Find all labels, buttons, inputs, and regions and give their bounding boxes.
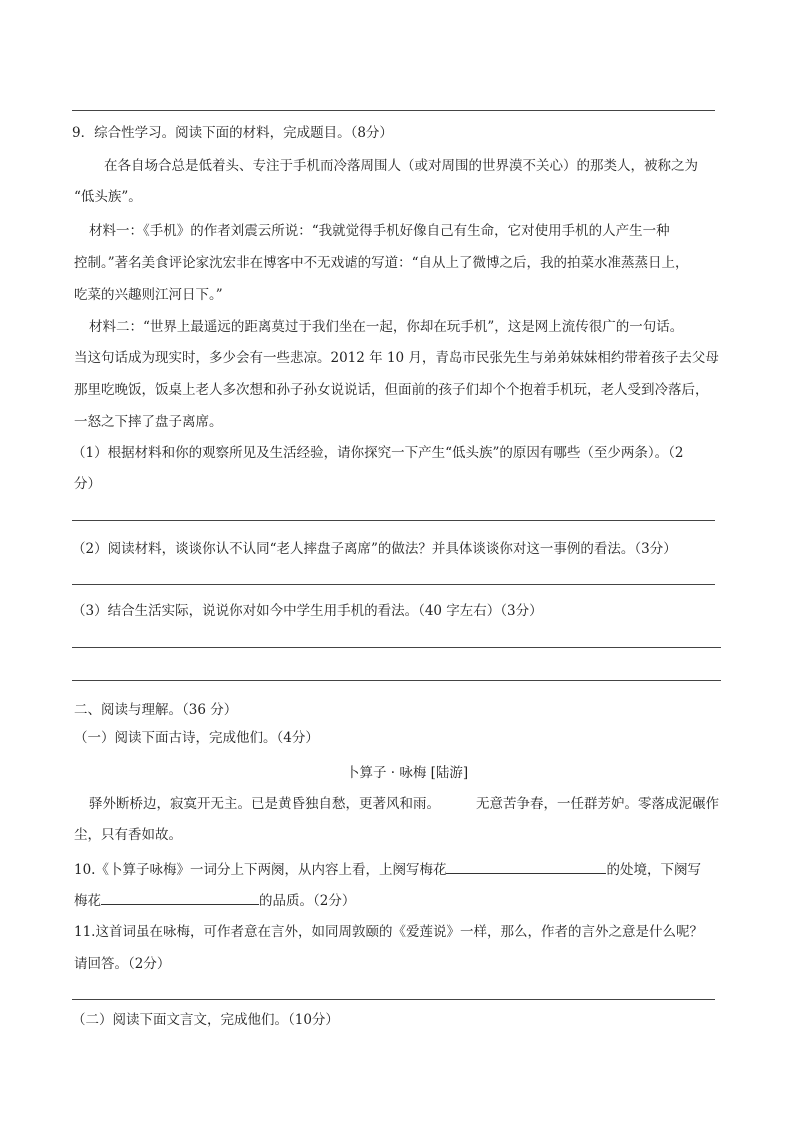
q10-blank-2[interactable] <box>101 890 259 905</box>
poem-line-1b: 无意苦争春，一任群芳妒。零落成泥碾作 <box>476 796 719 812</box>
section-2-title: 二、阅读与理解。（36 分） <box>74 702 238 718</box>
top-answer-line <box>72 110 715 111</box>
poem-line-2: 尘，只有香如故。 <box>74 827 182 843</box>
material-2-line-1: 材料二：“世界上最遥远的距离莫过于我们坐在一起，你却在玩手机”，这是网上流传很广的一句话。 <box>89 319 684 335</box>
q10-line-2 <box>74 890 355 910</box>
q9-sub3: （3）结合生活实际，说说你对如今中学生用手机的看法。（40 字左右）（3分） <box>72 603 543 619</box>
material-2-line-4: 一怒之下摔了盘子离席。 <box>74 414 223 430</box>
q10-text-b: 的处境，下阕写 <box>606 862 701 878</box>
sub3-answer-line-1 <box>72 647 721 648</box>
q9-sub1-line-1: （1）根据材料和你的观察所见及生活经验，请你探究一下产生“低头族”的原因有哪些（至少两条）。（2 <box>72 445 684 461</box>
material-2-line-2: 当这句话成为现实时，多少会有一些悲凉。2012 年 10 月，青岛市民张先生与弟弟妹妹相约带着孩子去父母 <box>74 350 719 366</box>
sub3-answer-line-2 <box>72 680 721 681</box>
q9-intro-line-1: 在各自场合总是低着头、专注于手机而冷落周围人（或对周围的世界漠不关心）的那类人，被称之为 <box>104 158 698 174</box>
q9-sub2: （2）阅读材料，谈谈你认不认同“老人摔盘子离席”的做法？并具体谈谈你对这一事例的看法。（3分） <box>72 541 677 557</box>
part-1-title: （一）阅读下面古诗，完成他们。（4分） <box>74 730 319 746</box>
q10-text-c: 梅花 <box>74 893 101 909</box>
q11-line-2: 请回答。（2分） <box>74 956 171 972</box>
sub2-answer-line <box>72 584 715 585</box>
material-1-line-1: 材料一：《手机》的作者刘震云所说：“我就觉得手机好像自己有生命，它对使用手机的人产生一种 <box>89 223 670 239</box>
q9-title: 9．综合性学习。阅读下面的材料，完成题目。（8分） <box>72 125 393 141</box>
q10-text-a: 10.《卜算子咏梅》一词分上下两阕，从内容上看，上阕写梅花 <box>74 862 447 878</box>
material-2-line-3: 那里吃晚饭，饭桌上老人多次想和孙子孙女说说话，但面前的孩子们却个个抱着手机玩，老人受到冷落后， <box>74 382 709 398</box>
q10-line-1 <box>74 859 701 879</box>
q9-sub1-line-2: 分） <box>74 476 101 492</box>
material-1-line-2: 控制。”著名美食评论家沈宏非在博客中不无戏谑的写道：“自从上了微博之后，我的拍菜水准蒸蒸日上， <box>74 255 689 271</box>
sub1-answer-line <box>72 520 715 521</box>
poem-line-1a: 驿外断桥边，寂寞开无主。已是黄昏独自愁，更著风和雨。 <box>89 796 440 812</box>
material-1-line-3: 吃菜的兴趣则江河日下。” <box>74 287 223 303</box>
q11-line-1: 11.这首词虽在咏梅，可作者意在言外，如同周敦颐的《爱莲说》一样，那么，作者的言外之意是什么呢？ <box>74 924 703 940</box>
poem-title: 卜算子 · 咏梅 [陆游] <box>346 765 469 781</box>
part-2-title: （二）阅读下面文言文，完成他们。（10分） <box>72 1012 339 1028</box>
q9-intro-line-2: “低头族”。 <box>74 189 142 205</box>
q10-text-d: 的品质。（2分） <box>259 893 356 909</box>
q11-answer-line <box>72 999 715 1000</box>
q10-blank-1[interactable] <box>446 859 606 874</box>
